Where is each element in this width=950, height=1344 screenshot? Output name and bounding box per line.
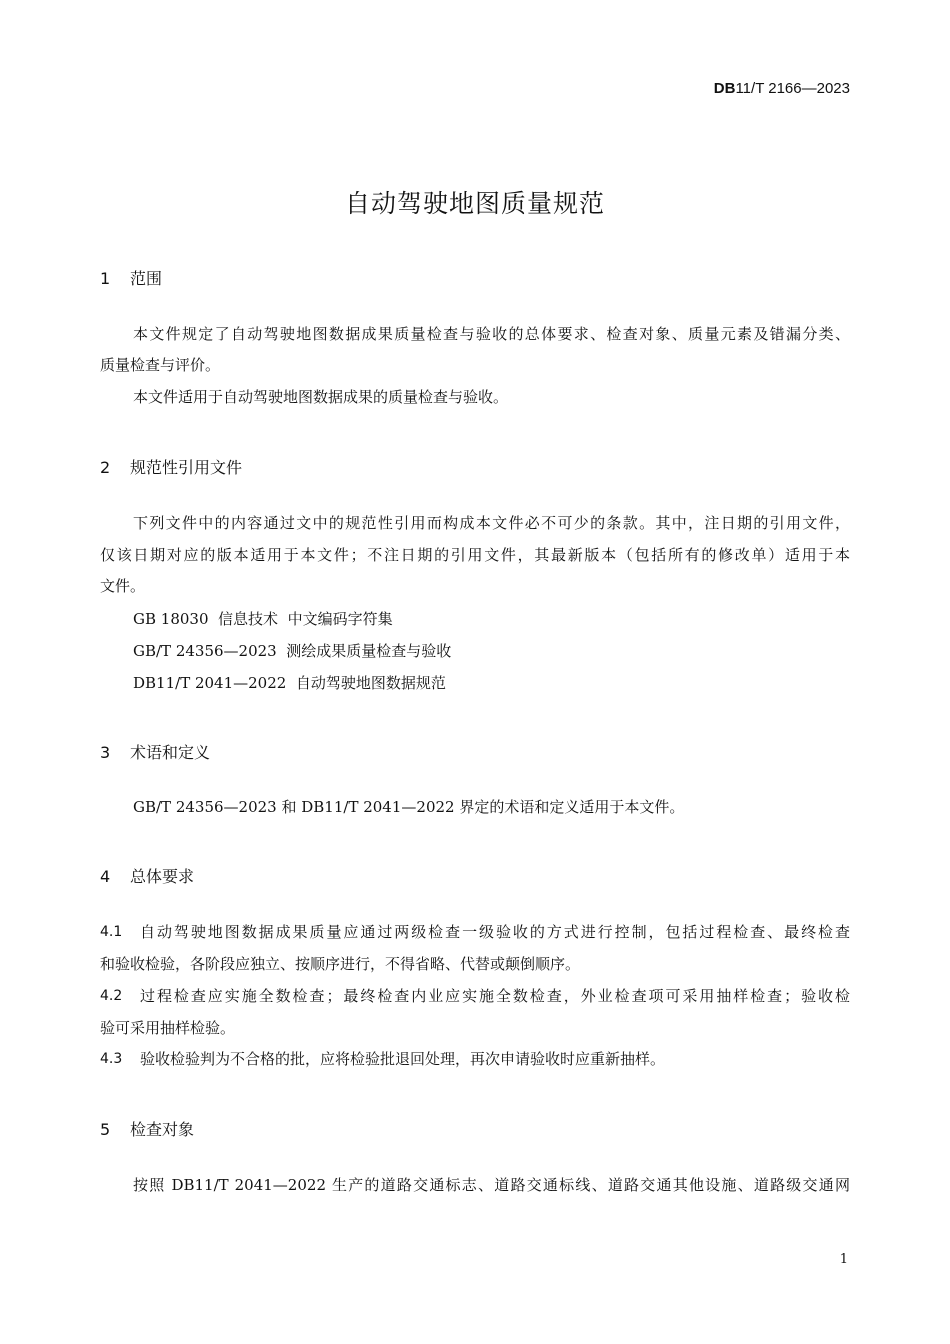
reference-item: GB 18030 信息技术 中文编码字符集 [133, 610, 393, 628]
clause-text: 自动驾驶地图数据成果质量应通过两级检查一级验收的方式进行控制，包括过程检查、最终检查 [140, 923, 850, 941]
document-title: 自动驾驶地图质量规范 [344, 189, 605, 218]
section-number: 1 [100, 269, 111, 288]
paragraph-line: 和验收检验，各阶段应独立、按顺序进行，不得省略、代替或颠倒顺序。 [100, 955, 581, 973]
clause-4-1 [100, 922, 850, 942]
paragraph-line: 验可采用抽样检验。 [100, 1019, 236, 1037]
section-number: 3 [100, 743, 111, 762]
clause-number: 4.3 [100, 1051, 123, 1067]
paragraph-line: 本文件规定了自动驾驶地图数据成果质量检查与验收的总体要求、检查对象、质量元素及错漏分类、 [133, 325, 850, 343]
paragraph-line: 文件。 [100, 577, 146, 595]
paragraph-line: 下列文件中的内容通过文中的规范性引用而构成本文件必不可少的条款。其中，注日期的引用文件， [133, 514, 850, 532]
section-1-heading [100, 266, 162, 289]
clause-number: 4.2 [100, 988, 123, 1004]
section-4-heading [100, 864, 194, 887]
standard-code [714, 80, 850, 97]
section-number: 4 [100, 867, 111, 886]
section-2-heading [100, 455, 242, 478]
section-title: 规范性引用文件 [130, 458, 243, 477]
paragraph-line: 质量检查与评价。 [100, 356, 221, 374]
reference-item: GB/T 24356—2023 测绘成果质量检查与验收 [133, 642, 452, 660]
paragraph-line: 本文件适用于自动驾驶地图数据成果的质量检查与验收。 [133, 388, 509, 406]
section-3-heading [100, 740, 210, 763]
clause-number: 4.1 [100, 924, 123, 940]
clause-4-3 [100, 1049, 665, 1069]
section-title: 检查对象 [130, 1120, 195, 1139]
clause-4-2 [100, 986, 850, 1006]
section-5-heading [100, 1117, 194, 1140]
section-number: 5 [100, 1120, 111, 1139]
clause-text: 过程检查应实施全数检查；最终检查内业应实施全数检查，外业检查项可采用抽样检查；验收检 [140, 987, 850, 1005]
paragraph-line: GB/T 24356—2023 和 DB11/T 2041—2022 界定的术语和定义适用于本文件。 [133, 798, 685, 816]
clause-text: 验收检验判为不合格的批，应将检验批退回处理，再次申请验收时应重新抽样。 [140, 1050, 666, 1068]
section-number: 2 [100, 458, 111, 477]
standard-code-number: 11/T 2166—2023 [735, 80, 850, 97]
reference-item: DB11/T 2041—2022 自动驾驶地图数据规范 [133, 674, 446, 692]
section-title: 术语和定义 [130, 743, 211, 762]
page-number: 1 [839, 1252, 848, 1267]
section-title: 范围 [130, 269, 163, 288]
paragraph-line: 仅该日期对应的版本适用于本文件；不注日期的引用文件，其最新版本（包括所有的修改单）适用于本 [100, 546, 850, 564]
standard-code-prefix: DB [713, 80, 736, 97]
paragraph-line: 按照 DB11/T 2041—2022 生产的道路交通标志、道路交通标线、道路交通其他设施、道路级交通网 [133, 1176, 850, 1194]
section-title: 总体要求 [130, 867, 195, 886]
